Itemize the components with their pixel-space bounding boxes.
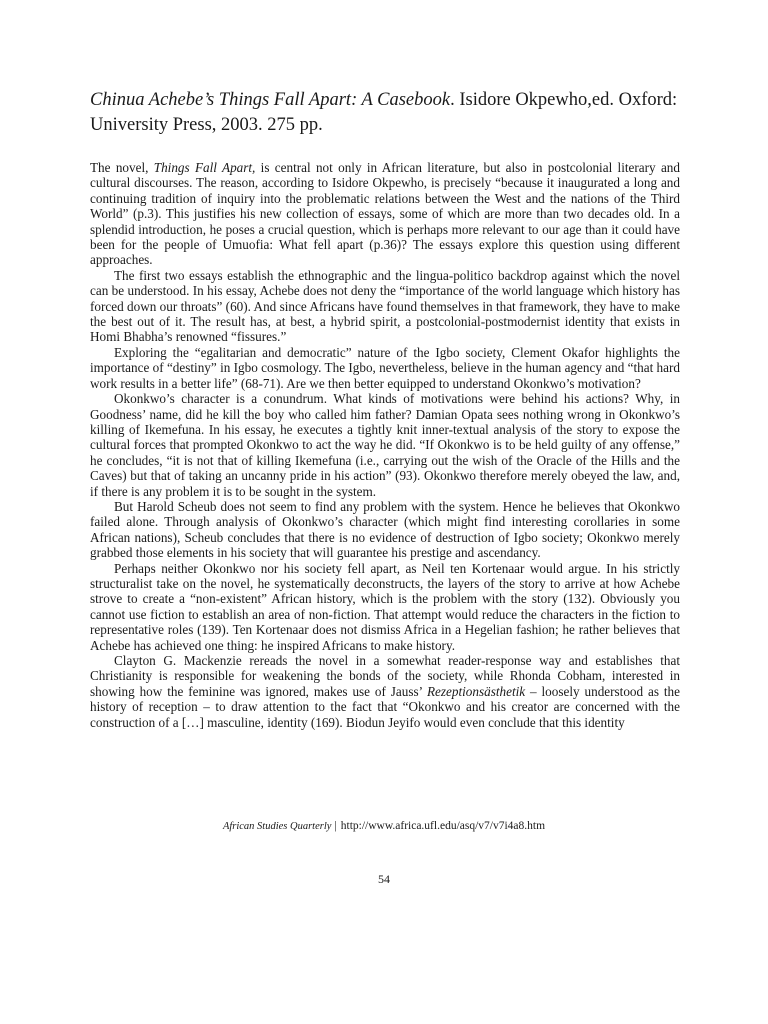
book-citation <box>90 88 690 138</box>
paragraph-text: – loosely understood as the history of reception – to draw attention to the fact that “Okonkwo and his creator are concerned with the construction of a […] masculine, identity (169). Biodun Jeyifo would even conclude that this identity <box>90 683 680 730</box>
page-number: 54 <box>378 872 390 886</box>
paragraph-text: The novel, <box>90 160 154 175</box>
paragraph-text: Clayton G. Mackenzie rereads the novel in a somewhat reader-response way and establishes that Christianity is responsible for weakening the bonds of the society, while Rhonda Cobham, interested in showing how the feminine was ignored, makes use of Jauss’ <box>90 653 680 699</box>
paragraph-text: Perhaps neither Okonkwo nor his society fell apart, as Neil ten Kortenaar would argue. In his strictly structuralist take on the novel, he systematically deconstructs, the layers of the story to arrive at how Achebe strove to create a “non-existent” African history, which is the problem with the story (132). Obviously you cannot use fiction to establish an area of non-fiction. That attempt would reduce the characters in the fiction to representative roles (139). Ten Kortenaar does not dismiss Africa in a Hegelian fashion; he rather believes that Achebe has achieved one thing: he inspired Africans to make history. <box>90 560 680 653</box>
body-paragraph <box>90 561 680 653</box>
citation-details: University Press, 2003. 275 pp. <box>90 115 323 135</box>
italic-text: Things Fall Apart, <box>153 160 256 175</box>
book-title: Chinua Achebe’s Things Fall Apart: A Casebook <box>90 90 451 110</box>
body-paragraph <box>90 268 680 345</box>
paragraph-text: The first two essays establish the ethnographic and the lingua-politico backdrop against which the novel can be understood. In his essay, Achebe does not deny the “importance of the world language which history has forced down our throats” (60). And since Africans have found themselves in that framework, they have to make the best out of it. The result has, at best, a hybrid spirit, a postcolonial-postmodernist identity that exists in Homi Bhabha’s renowned “fissures.” <box>90 267 680 345</box>
review-body <box>90 160 680 730</box>
body-paragraph <box>90 160 680 268</box>
citation-publisher: . Isidore Okpewho,ed. Oxford: <box>450 90 678 110</box>
body-paragraph <box>90 345 680 391</box>
paragraph-text: Exploring the “egalitarian and democratic” nature of the Igbo society, Clement Okafor highlights the importance of “destiny” in Igbo cosmology. The Igbo, nevertheless, believe in the human agency and “that hard work results in a better life” (68-71). Are we then better equipped to understand Okonkwo’s motivation? <box>90 344 680 391</box>
footer-separator: | <box>334 820 337 832</box>
journal-url-link[interactable]: http://www.africa.ufl.edu/asq/v7/v7i4a8.htm <box>340 820 546 832</box>
paragraph-text: But Harold Scheub does not seem to find any problem with the system. Hence he believes that Okonkwo failed alone. Through analysis of Okonkwo’s character (which might find interesting corollaries in some African nations), Scheub concludes that there is no evidence of destruction of Igbo society; Okonkwo merely grabbed those elements in his society that will guarantee his prestige and ascendancy. <box>90 498 680 561</box>
italic-text: Rezeptionsästhetik <box>426 683 526 699</box>
body-paragraph <box>90 499 680 561</box>
body-paragraph <box>90 653 680 730</box>
paragraph-text: Okonkwo’s character is a conundrum. What kinds of motivations were behind his actions? Why, in Goodness’ name, did he kill the boy who called him father? Damian Opata sees nothing wrong in Okonkwo’s killing of Ikemefuna. In his essay, he executes a tightly knit inner-textual analysis of the story to expose the cultural forces that prompted Okonkwo to act the way he did. “If Okonkwo is to be held guilty of any offense,” he concludes, “it is not that of killing Ikemefuna (i.e., carrying out the wish of the Oracle of the Hills and the Caves) but that of taking an uncanny pride in his action” (93). Okonkwo therefore merely obeyed the law, and, if there is any problem it is to be sought in the system. <box>90 391 680 499</box>
journal-name: African Studies Quarterly <box>222 821 332 832</box>
paragraph-text: is central not only in African literature, but also in postcolonial literary and cultural discourses. The reason, according to Isidore Okpewho, is precisely “because it inaugurated a long and continuing tradition of inquiry into the problematic relations between the West and the nations of the Third World” (p.3). This justifies his new collection of essays, some of which are more than two decades old. In a splendid introduction, he poses a crucial question, which is perhaps more relevant to our age than it could have been for the people of Umuofia: What fell apart (p.36)? The essays explore this question using different approaches. <box>90 160 680 268</box>
body-paragraph <box>90 391 680 499</box>
page-footer <box>0 820 768 832</box>
